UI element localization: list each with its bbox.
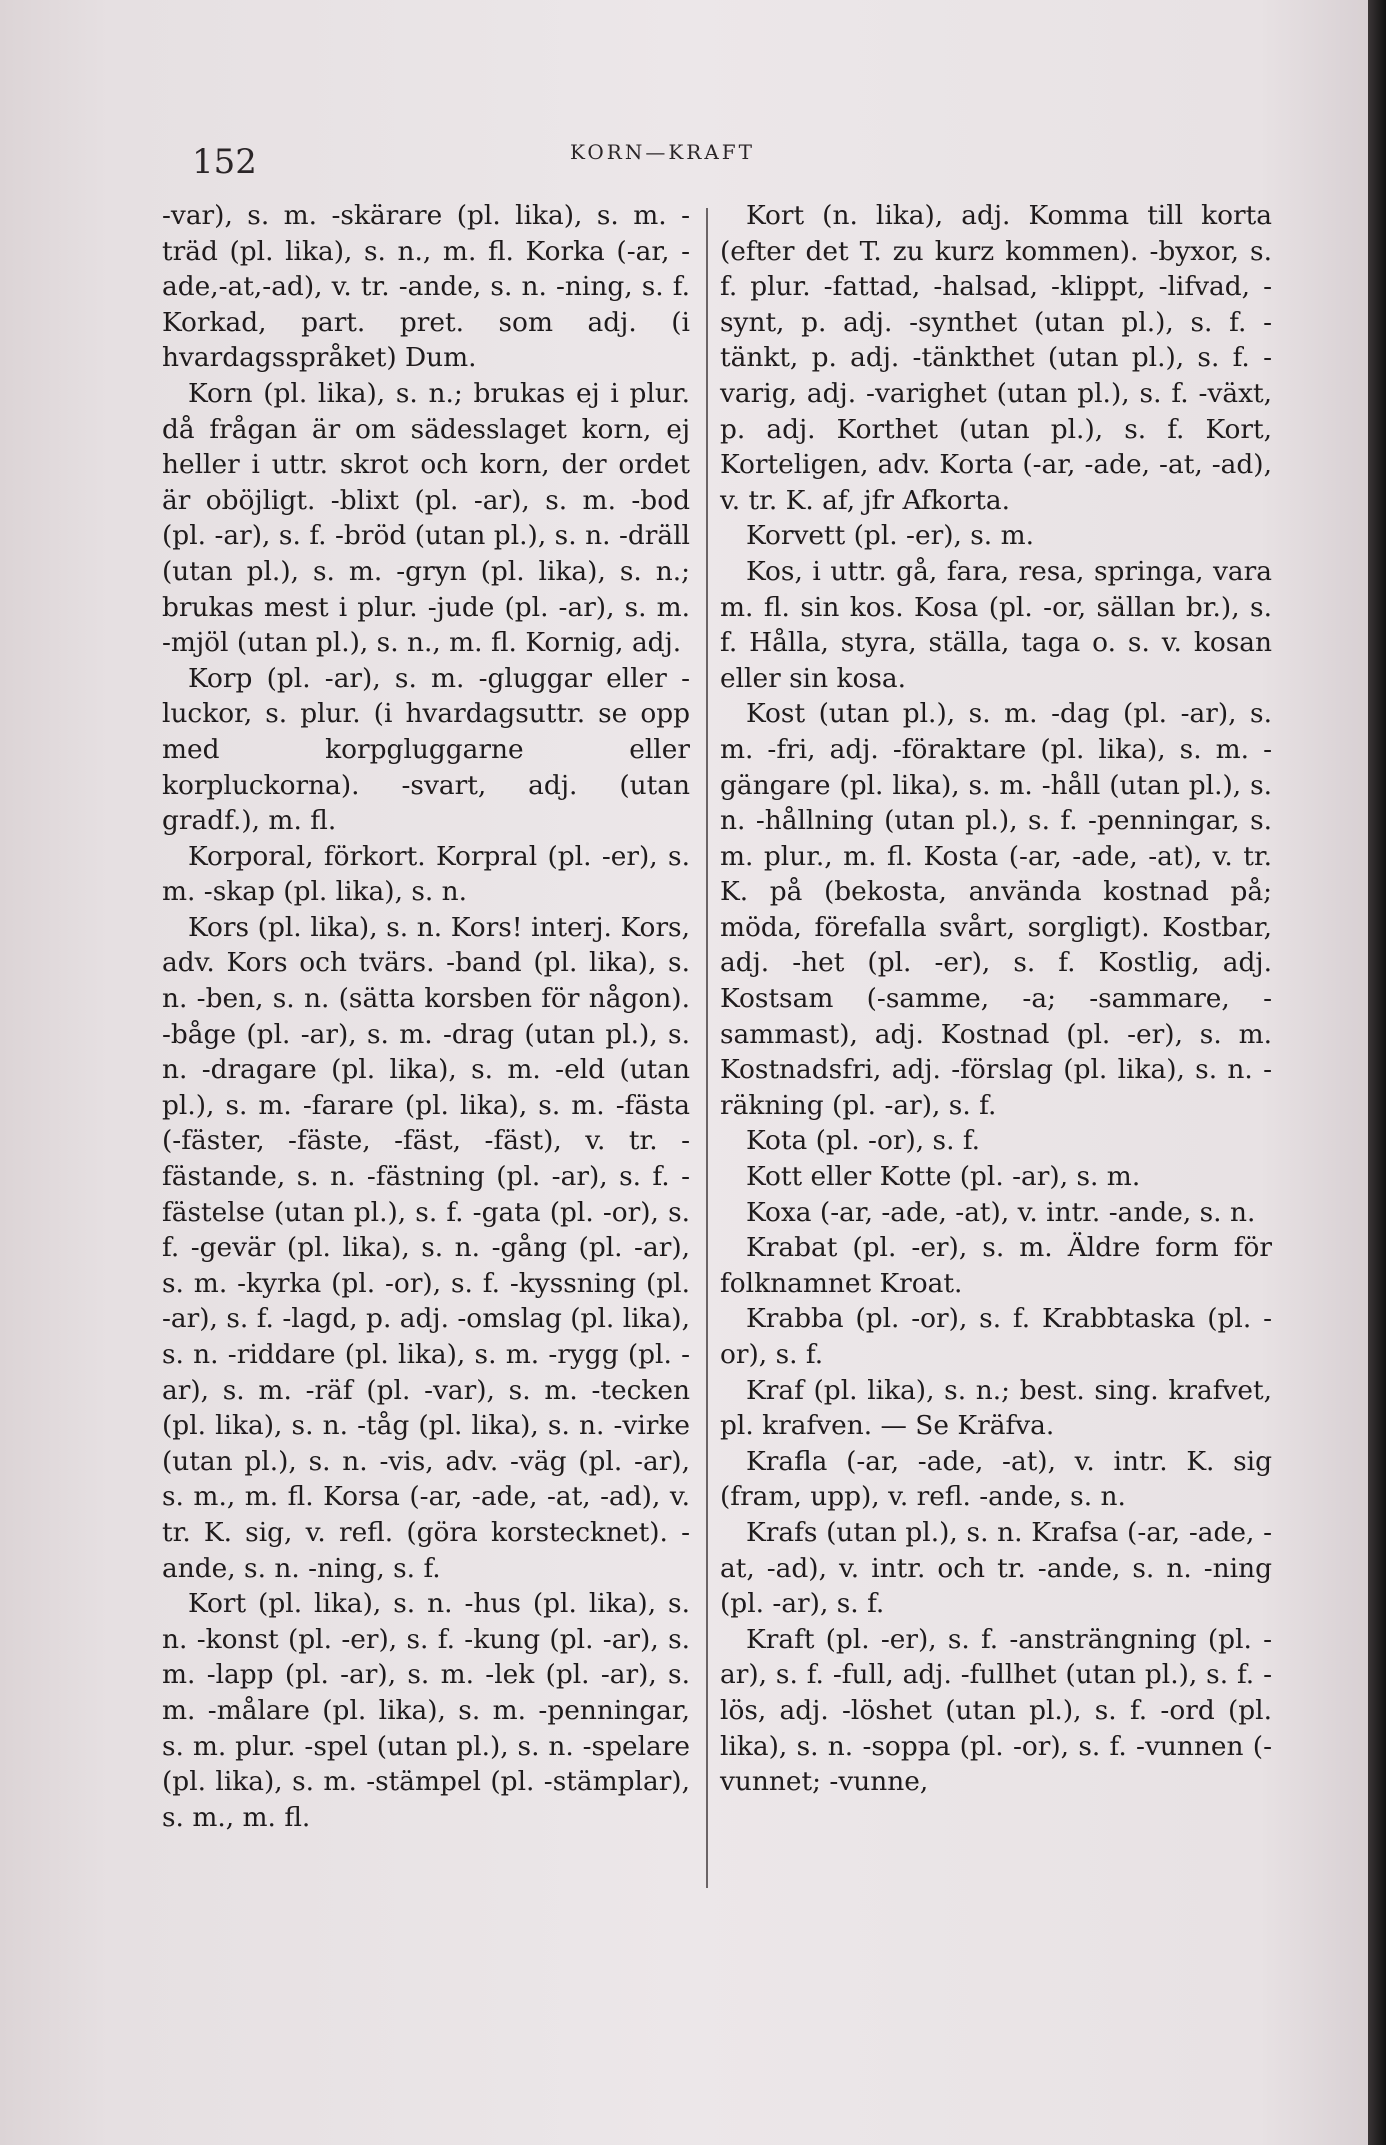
entry-paragraph: Koxa (-ar, -ade, -at), v. intr. -ande, s. n. [746, 1196, 1256, 1228]
entry-paragraph: Korvett (pl. -er), s. m. [746, 520, 1035, 552]
entry-paragraph: Krafla (-ar, -ade, -at), v. intr. K. sig (fram, upp), v. refl. -ande, s. n. [720, 1445, 1272, 1513]
entry-paragraph: Krabat (pl. -er), s. m. Äldre form för folknamnet Kroat. [720, 1232, 1272, 1299]
entry-paragraph: Korp (pl. -ar), s. m. -gluggar eller -luckor, s. plur. (i hvardagsuttr. se opp med korpgluggarne eller korpluckorna). -svart, adj. (utan gradf.), m. fl. [162, 662, 690, 837]
entry-paragraph: Kort (pl. lika), s. n. -hus (pl. lika), s. n. -konst (pl. -er), s. f. -kung (pl. -ar), s. m. -lapp (pl. -ar), s. m. -lek (pl. -ar), s. m. -målare (pl. lika), s. m. -penningar, s. m. plur. -spel (utan pl.), s. n. -spelare (pl. lika), s. m. -stämpel (pl. -stämplar), s. m., m. fl. [162, 1588, 690, 1833]
book-edge [1368, 0, 1386, 2145]
column-divider [706, 208, 708, 1888]
left-column [162, 198, 690, 1835]
entry-paragraph: Krafs (utan pl.), s. n. Krafsa (-ar, -ade, -at, -ad), v. intr. och tr. -ande, s. n. -ning (pl. -ar), s. f. [720, 1516, 1272, 1620]
entry-paragraph: Kraft (pl. -er), s. f. -ansträngning (pl. -ar), s. f. -full, adj. -fullhet (utan pl.), s. f. -lös, adj. -löshet (utan pl.), s. f. -ord (pl. lika), s. n. -soppa (pl. -or), s. f. -vunnen (-vunnet; -vunne, [720, 1623, 1272, 1798]
running-head: KORN—KRAFT [570, 140, 756, 164]
entry-paragraph: Korporal, förkort. Korpral (pl. -er), s. m. -skap (pl. lika), s. n. [162, 840, 690, 908]
entry-paragraph: Kort (n. lika), adj. Komma till korta (efter det T. zu kurz kommen). -byxor, s. f. plur. -fattad, -halsad, -klippt, -lifvad, -synt, p. adj. -synthet (utan pl.), s. f. -tänkt, p. adj. -tänkthet (utan pl.), s. f. -varig, adj. -varighet (utan pl.), s. f. -växt, p. adj. Korthet (utan pl.), s. f. Kort, Korteligen, adv. Korta (-ar, -ade, -at, -ad), v. tr. K. af, jfr Afkorta. [720, 200, 1272, 516]
entry-paragraph: Kos, i uttr. gå, fara, resa, springa, vara m. fl. sin kos. Kosa (pl. -or, sällan br.), s. f. Hålla, styra, ställa, taga o. s. v. kosan eller sin kosa. [720, 555, 1272, 694]
entry-paragraph: Kost (utan pl.), s. m. -dag (pl. -ar), s. m. -fri, adj. -föraktare (pl. lika), s. m. -gängare (pl. lika), s. m. -håll (utan pl.), s. n. -hållning (utan pl.), s. f. -penningar, s. m. plur., m. fl. Kosta (-ar, -ade, -at), v. tr. K. på (bekosta, använda kostnad på; möda, förefalla svårt, sorgligt). Kostbar, adj. -het (pl. -er), s. f. Kostlig, adj. Kostsam (-samme, -a; -sammare, -sammast), adj. Kostnad (pl. -er), s. m. Kostnadsfri, adj. -förslag (pl. lika), s. n. -räkning (pl. -ar), s. f. [720, 698, 1272, 1121]
right-column [720, 198, 1272, 1800]
entry-paragraph: Kota (pl. -or), s. f. [746, 1125, 981, 1157]
entry-paragraph: Kott eller Kotte (pl. -ar), s. m. [746, 1161, 1141, 1193]
entry-paragraph: Kors (pl. lika), s. n. Kors! interj. Kors, adv. Kors och tvärs. -band (pl. lika), s. n. -ben, s. n. (sätta korsben för någon). -båge (pl. -ar), s. m. -drag (utan pl.), s. n. -dragare (pl. lika), s. m. -eld (utan pl.), s. m. -farare (pl. lika), s. m. -fästa (-fäster, -fäste, -fäst, -fäst), v. tr. -fästande, s. n. -fästning (pl. -ar), s. f. -fästelse (utan pl.), s. f. -gata (pl. -or), s. f. -gevär (pl. lika), s. n. -gång (pl. -ar), s. m. -kyrka (pl. -or), s. f. -kyssning (pl. -ar), s. f. -lagd, p. adj. -omslag (pl. lika), s. n. -riddare (pl. lika), s. m. -rygg (pl. -ar), s. m. -räf (pl. -var), s. m. -tecken (pl. lika), s. n. -tåg (pl. lika), s. n. -virke (utan pl.), s. n. -vis, adv. -väg (pl. -ar), s. m., m. fl. Korsa (-ar, -ade, -at, -ad), v. tr. K. sig, v. refl. (göra korstecknet). -ande, s. n. -ning, s. f. [162, 911, 690, 1584]
entry-paragraph: Kraf (pl. lika), s. n.; best. sing. krafvet, pl. krafven. — Se Kräfva. [720, 1374, 1272, 1442]
entry-paragraph: Korn (pl. lika), s. n.; brukas ej i plur. då frågan är om sädesslaget korn, ej heller i uttr. skrot och korn, der ordet är oböjligt. -blixt (pl. -ar), s. m. -bod (pl. -ar), s. f. -bröd (utan pl.), s. n. -dräll (utan pl.), s. m. -gryn (pl. lika), s. n.; brukas mest i plur. -jude (pl. -ar), s. m. -mjöl (utan pl.), s. n., m. fl. Kornig, adj. [162, 377, 690, 659]
page-header [0, 128, 1368, 182]
page-number: 152 [192, 142, 257, 182]
entry-paragraph: -var), s. m. -skärare (pl. lika), s. m. -träd (pl. lika), s. n., m. fl. Korka (-ar, -ade,-at,-ad), v. tr. -ande, s. n. -ning, s. f. Korkad, part. pret. som adj. (i hvardagsspråket) Dum. [162, 200, 690, 374]
entry-paragraph: Krabba (pl. -or), s. f. Krabbtaska (pl. -or), s. f. [720, 1303, 1272, 1370]
